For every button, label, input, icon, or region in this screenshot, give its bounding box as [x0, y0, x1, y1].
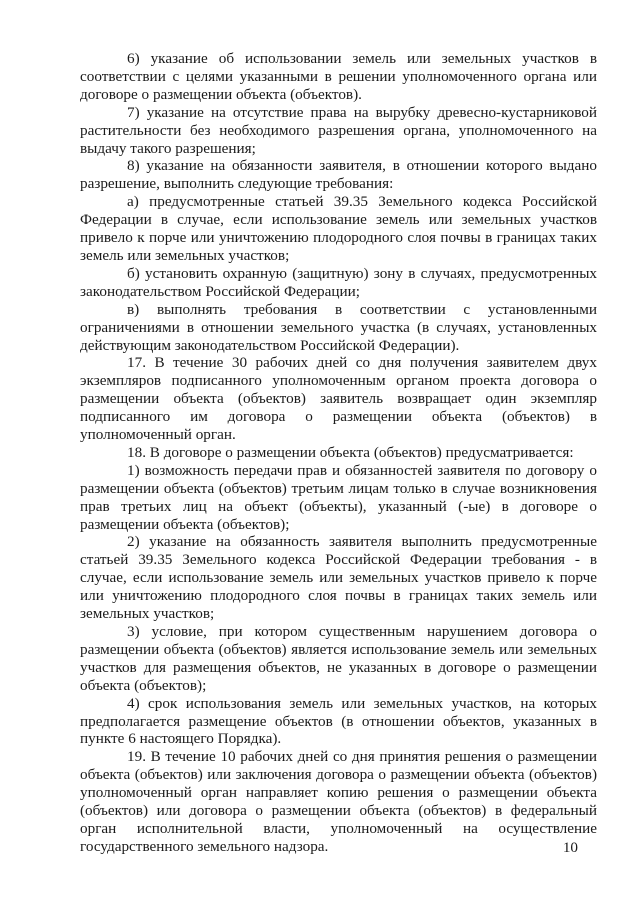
document-body — [80, 50, 597, 856]
paragraph-7: 7) указание на отсутствие права на вырубку древесно-кустарниковой растительности без необходимого разрешения органа, уполномоченного на выдачу такого разрешения; — [80, 103, 597, 157]
paragraph-18: 18. В договоре о размещении объекта (объектов) предусматривается: — [127, 443, 574, 461]
paragraph-18-3: 3) условие, при котором существенным нарушением договора о размещении объекта (объектов) является использование земель или земельных участков для размещения объектов, не указанных в договоре о размещении объекта (объектов); — [80, 623, 597, 694]
paragraph-18-2: 2) указание на обязанность заявителя выполнить предусмотренные статьей 39.35 Земельного кодекса Российской Федерации требования - в случае, если использование земель или земельных участков привело к порче или уничтожению плодородного слоя почвы в границах таких земель или земельных участков; — [80, 533, 597, 623]
paragraph-6: 6) указание об использовании земель или земельных участков в соответствии с целями указанными в решении уполномоченного органа или договоре о размещении объекта (объектов). — [80, 50, 597, 103]
paragraph-18-1: 1) возможность передачи прав и обязанностей заявителя по договору о размещении объекта (объектов) третьим лицам только в случае возникновения прав третьих лиц на объект (объекты), указанный (-ые) в договоре о размещении объекта (объектов); — [80, 461, 597, 533]
paragraph-8: 8) указание на обязанности заявителя, в отношении которого выдано разрешение, выполнить следующие требования: — [80, 157, 597, 193]
paragraph-19: 19. В течение 10 рабочих дней со дня принятия решения о размещении объекта (объектов) или заключения договора о размещении объекта (объектов) уполномоченный орган направляет копию решения о размещении объекта (объектов) или договора о размещении объекта (объектов) в федеральный орган исполнительной власти, уполномоченный на осуществление государственного земельного надзора. — [80, 748, 597, 855]
paragraph-18-4: 4) срок использования земель или земельных участков, на которых предполагается размещение объектов (в отношении объектов, указанных в пункте 6 настоящего Порядка). — [80, 694, 597, 748]
paragraph-17: 17. В течение 30 рабочих дней со дня получения заявителем двух экземпляров подписанного уполномоченным органом проекта договора о размещении объекта (объектов) заявитель возвращает один экземпляр подписанного им договора о размещении объекта (объектов) в уполномоченный орган. — [80, 354, 597, 444]
page-number: 10 — [562, 839, 578, 856]
paragraph-8v: в) выполнять требования в соответствии с установленными ограничениями в отношении земельного участка (в случаях, установленных действующим законодательством Российской Федерации). — [80, 300, 597, 354]
paragraph-8b: б) установить охранную (защитную) зону в случаях, предусмотренных законодательством Российской Федерации; — [80, 264, 597, 300]
paragraph-8a: а) предусмотренные статьей 39.35 Земельного кодекса Российской Федерации в случае, если использование земель или земельных участков привело к порче или уничтожению плодородного слоя почвы в границах таких земель или земельных участков; — [80, 193, 597, 264]
